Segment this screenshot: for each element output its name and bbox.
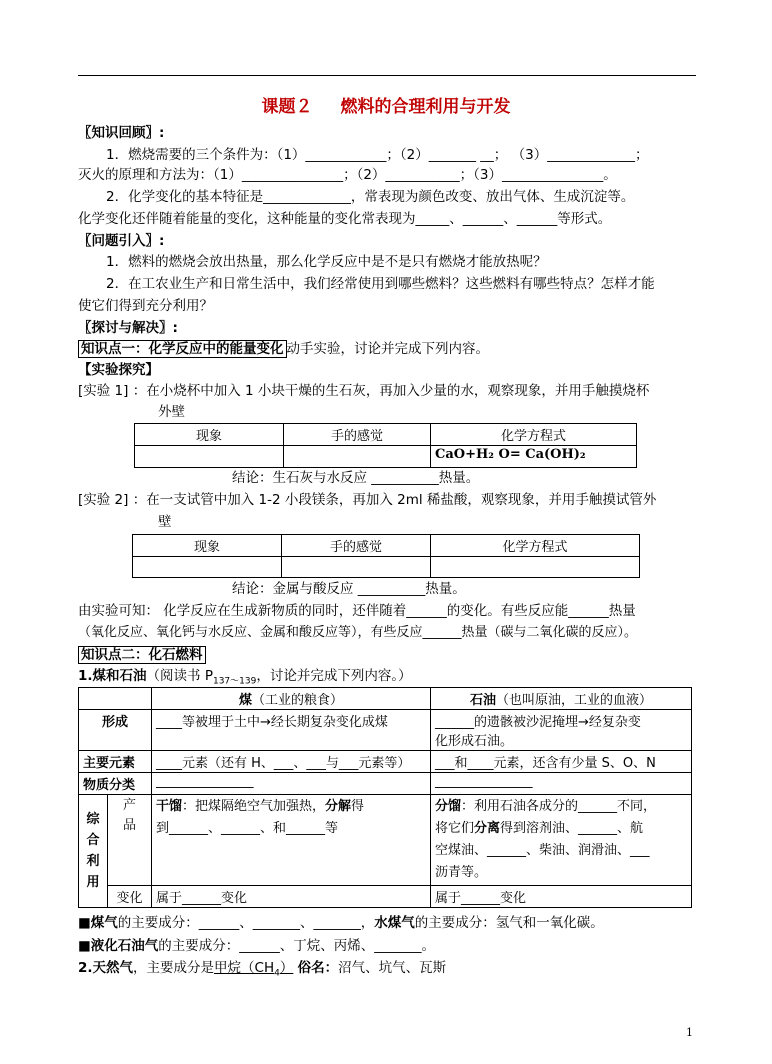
oil-header-note: （也叫原油，工业的血液） <box>496 693 653 708</box>
common-names: 沼气、坑气、瓦斯 <box>338 960 447 976</box>
coal-gas-label: ■煤气 <box>78 915 118 931</box>
coal-oil-pages: 137～139 <box>212 676 257 687</box>
page-title <box>0 92 772 117</box>
knowledge-point-1 <box>78 340 489 358</box>
coal-elements: ____元素（还有 H、___、___与___元素等） <box>152 751 431 773</box>
intro-line-2: 2．在工农业生产和日常生活中，我们经常使用到哪些燃料？这些燃料有哪些特点？怎样才能 <box>106 276 655 292</box>
methane-close: ） <box>279 960 294 976</box>
row-classification-label: 物质分类 <box>79 773 152 795</box>
intro-line-1: 1．燃料的燃烧会放出热量，那么化学反应中是不是只有燃烧才能放热呢？ <box>106 254 547 270</box>
row-elements-label: 主要元素 <box>79 751 152 773</box>
exp2-line-1: [实验 2] ：在一支试管中加入 1-2 小段镁条，再加入 2ml 稀盐酸，观察现象，并用手触摸试管外 <box>78 492 657 508</box>
review-heading: 〖知识回顾〗: <box>78 125 165 141</box>
col-hand-feeling: 手的感觉 <box>282 535 431 557</box>
oil-header <box>431 688 692 710</box>
oil-fractional-distillation: 分馏 <box>435 799 462 814</box>
oil-formation <box>431 710 692 751</box>
oil-header-label: 石油 <box>469 693 496 708</box>
table-corner <box>79 688 152 710</box>
kp1-box: 知识点一：化学反应中的能量变化 <box>78 340 287 358</box>
oil-elements: ___和____元素，还含有少量 S、O、N <box>431 751 692 773</box>
oil-separate: 分离 <box>474 821 501 836</box>
review-line-4: 化学变化还伴随着能量的变化，这种能量的变化常表现为_____、______、______等形式。 <box>78 211 612 227</box>
row-formation-label: 形成 <box>79 710 152 751</box>
oil-products <box>431 795 692 886</box>
oil-products-line-2 <box>435 818 687 840</box>
row-utilization-label <box>79 795 108 908</box>
oil-products-line-1 <box>435 796 687 818</box>
coal-formation: ____等被埋于土中→经长期复杂变化成煤 <box>152 710 431 751</box>
experiment-heading: 【实验探究】 <box>78 362 159 378</box>
coal-classification: _______________ <box>152 773 431 795</box>
product-label <box>107 795 151 886</box>
oil-products-text-a: 将它们 <box>435 821 475 836</box>
product-char: 产 <box>122 798 136 813</box>
exp2-line-2: 壁 <box>158 514 172 530</box>
page-number: 1 <box>686 1026 693 1039</box>
oil-classification: _______________ <box>431 773 692 795</box>
exp1-line-1: [实验 1] ：在小烧杯中加入 1 小块干燥的生石灰，再加入少量的水，观察现象，并用手触摸烧杯 <box>78 383 650 399</box>
exp1-table <box>134 423 637 468</box>
coal-products-text-end: 得 <box>351 799 365 814</box>
summary-line-1: 由实验可知： 化学反应在生成新物质的同时，还伴随着______的变化。有些反应能______热量 <box>78 603 636 619</box>
product-char: 品 <box>122 818 136 833</box>
summary-line-2: （氧化反应、氧化钙与水反应、金属和酸反应等），有些反应______热量（碳与二氧化碳的反应）。 <box>78 625 638 640</box>
knowledge-point-2 <box>78 646 206 664</box>
exp2-equation-cell <box>431 557 640 578</box>
coal-header-label: 煤 <box>238 693 252 708</box>
coal-oil-table <box>78 687 692 908</box>
lesson-number: 课题２ <box>261 97 313 117</box>
coal-products-line-2: 到______、______、和______等 <box>156 821 339 836</box>
utilization-char: 用 <box>86 875 100 890</box>
lpg-label: ■液化石油气 <box>78 938 159 954</box>
col-equation: 化学方程式 <box>431 424 637 446</box>
coal-oil-reading-end: ，讨论并完成下列内容。） <box>256 668 412 684</box>
kp2-box: 知识点二：化石燃料 <box>78 646 206 664</box>
oil-change: 属于______变化 <box>431 886 692 908</box>
exp1-phenomenon-cell <box>135 446 284 468</box>
utilization-char: 合 <box>86 833 100 848</box>
coal-gas-line <box>78 914 604 932</box>
review-line-2: 灭火的原理和方法为：（1）_______________；（2）___________；（3）_______________。 <box>78 167 617 183</box>
utilization-char: 综 <box>86 812 100 827</box>
exp2-feeling-cell <box>282 557 431 578</box>
intro-heading: 〖问题引入〗: <box>78 233 165 249</box>
exp1-conclusion: 结论：生石灰与水反应 __________热量。 <box>232 470 480 486</box>
utilization-char: 利 <box>86 854 100 869</box>
col-phenomenon: 现象 <box>133 535 282 557</box>
change-label: 变化 <box>107 886 151 908</box>
coal-products-line-1 <box>156 796 426 818</box>
natural-gas-line <box>78 959 446 983</box>
exp2-phenomenon-cell <box>133 557 282 578</box>
coal-gas-text: 的主要成分：______、_______、_______， <box>117 915 375 931</box>
coal-oil-reading: （阅读书 P <box>146 668 213 684</box>
coal-products <box>152 795 431 886</box>
methane-text: 甲烷（CH <box>214 960 275 976</box>
header-rule <box>78 75 696 76</box>
col-equation: 化学方程式 <box>431 535 640 557</box>
oil-products-text: ：利用石油各成分的______不同， <box>461 799 657 814</box>
exp1-equation: CaO+H₂ O= Ca(OH)₂ <box>431 446 637 468</box>
exp2-table <box>132 534 640 578</box>
natural-gas-label: 2.天然气 <box>78 960 134 976</box>
coal-change: 属于______变化 <box>152 886 431 908</box>
kp1-rest: 动手实验，讨论并完成下列内容。 <box>286 341 489 357</box>
review-line-1: 1．燃烧需要的三个条件为：（1）____________；（2）_______ __； （3）_____________； <box>106 147 649 163</box>
oil-products-line-4: 沥青等。 <box>435 865 488 880</box>
natural-gas-text: ，主要成分是 <box>133 960 215 976</box>
oil-formation-line-2: 化形成石油。 <box>435 734 514 749</box>
methane-subscript: 4 <box>274 968 280 979</box>
col-phenomenon: 现象 <box>135 424 284 446</box>
common-name-label: 俗名： <box>297 960 339 976</box>
coal-header-note: （工业的粮食） <box>252 693 344 708</box>
coal-oil-title: 1.煤和石油 <box>78 668 147 684</box>
oil-products-line-3: 空煤油、______、柴油、润滑油、___ <box>435 843 650 858</box>
review-line-3: 2．化学变化的基本特征是_____________，常表现为颜色改变、放出气体、生成沉淀等。 <box>106 189 635 205</box>
coal-decompose: 分解 <box>325 799 352 814</box>
methane-formula <box>214 960 294 979</box>
water-gas-text: 的主要成分：氢气和一氧化碳。 <box>414 915 604 931</box>
intro-line-3: 使它们得到充分利用？ <box>78 298 213 314</box>
coal-dry-distillation: 干馏 <box>156 799 183 814</box>
exp2-conclusion: 结论：金属与酸反应 __________热量。 <box>232 581 466 597</box>
exp1-feeling-cell <box>284 446 431 468</box>
lpg-text: 的主要成分：______、丁烷、丙烯、_______。 <box>158 938 436 954</box>
coal-header <box>152 688 431 710</box>
coal-products-text: ：把煤隔绝空气加强热， <box>182 799 326 814</box>
lesson-name: 燃料的合理利用与开发 <box>340 97 511 117</box>
col-hand-feeling: 手的感觉 <box>284 424 431 446</box>
oil-products-text-b: 得到溶剂油、______、航 <box>500 821 644 836</box>
oil-formation-line-1: ______的遗骸被沙泥掩埋→经复杂变 <box>435 715 641 730</box>
water-gas-label: 水煤气 <box>374 915 415 931</box>
exp1-line-2: 外壁 <box>158 404 185 420</box>
discuss-heading: 〖探讨与解决〗: <box>78 320 178 336</box>
lpg-line <box>78 937 435 955</box>
